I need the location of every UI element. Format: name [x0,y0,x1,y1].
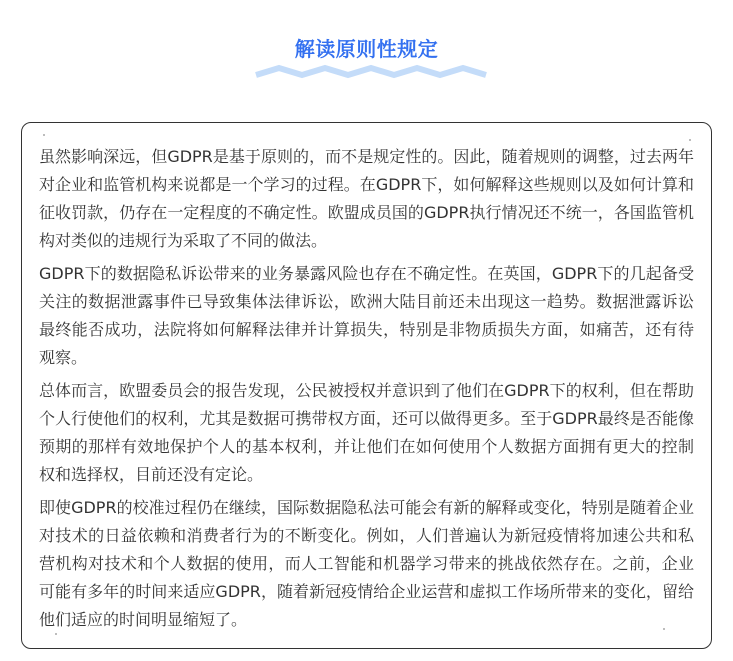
article-paragraph: 虽然影响深远，但GDPR是基于原则的，而不是规定性的。因此，随着规则的调整，过去两年对企业和监管机构来说都是一个学习的过程。在GDPR下，如何解释这些规则以及如何计算和征收罚款，仍存在一定程度的不确定性。欧盟成员国的GDPR执行情况还不统一，各国监管机构对类似的违规行为采取了不同的做法。 [39,147,694,250]
article-paragraph: GDPR下的数据隐私诉讼带来的业务暴露风险也存在不确定性。在英国，GDPR下的几起备受关注的数据泄露事件已导致集体法律诉讼，欧洲大陆目前还未出现这一趋势。数据泄露诉讼最终能否成功，法院将如何解释法律并计算损失，特别是非物质损失方面，如痛苦，还有待观察。 [39,264,694,367]
article-content-box [21,122,712,649]
article-paragraph: 总体而言，欧盟委员会的报告发现，公民被授权并意识到了他们在GDPR下的权利，但在帮助个人行使他们的权利，尤其是数据可携带权方面，还可以做得更多。至于GDPR最终是否能像预期的那样有效地保护个人的基本权利，并让他们在如何使用个人数据方面拥有更大的控制权和选择权，目前还没有定论。 [39,381,694,484]
article-header [0,0,733,80]
corner-dot [43,134,45,136]
article-paragraph: 即使GDPR的校准过程仍在继续，国际数据隐私法可能会有新的解释或变化，特别是随着企业对技术的日益依赖和消费者行为的不断变化。例如，人们普遍认为新冠疫情将加速公共和私营机构对技术和个人数据的使用，而人工智能和机器学习带来的挑战依然存在。之前，企业可能有多年的时间来适应GDPR，随着新冠疫情给企业运营和虚拟工作场所带来的变化，留给他们适应的时间明显缩短了。 [39,498,694,629]
corner-dot [663,628,665,630]
corner-dot [689,139,691,141]
corner-dot [55,633,57,635]
page-title: 解读原则性规定 [294,37,439,61]
wave-decoration-icon [0,64,733,80]
